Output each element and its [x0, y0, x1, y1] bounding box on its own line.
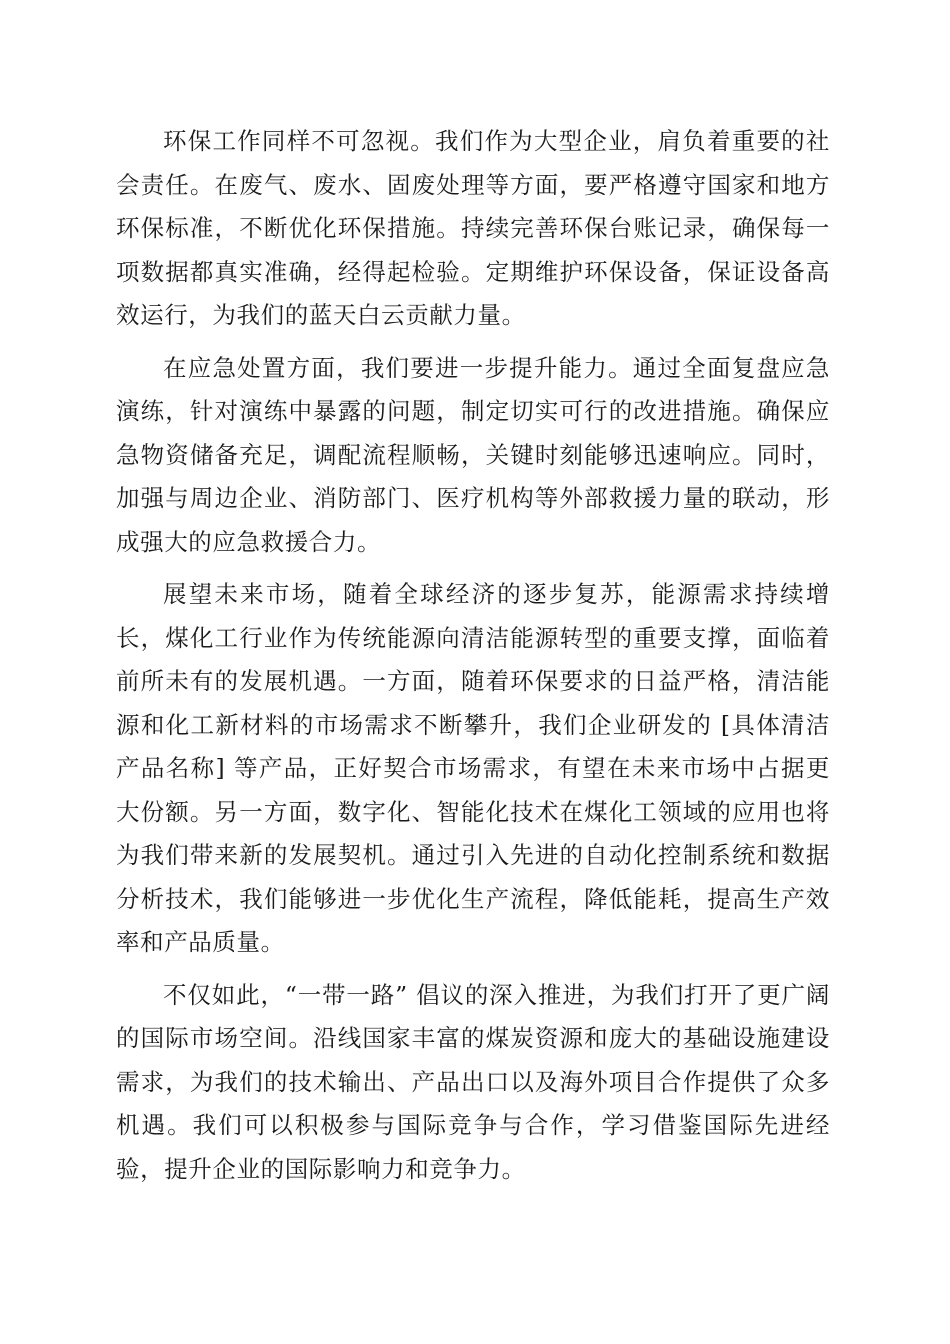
paragraph-belt-and-road: 不仅如此，“一带一路” 倡议的深入推进，为我们打开了更广阔的国际市场空间。沿线国家丰富的煤炭资源和庞大的基础设施建设需求，为我们的技术输出、产品出口以及海外项目合作提供了众多机遇。我们可以积极参与国际竞争与合作，学习借鉴国际先进经验，提升企业的国际影响力和竞争力。	[116, 980, 830, 1183]
paragraph-market-outlook: 展望未来市场，随着全球经济的逐步复苏，能源需求持续增长，煤化工行业作为传统能源向清洁能源转型的重要支撑，面临着前所未有的发展机遇。一方面，随着环保要求的日益严格，清洁能源和化工新材料的市场需求不断攀升，我们企业研发的 [具体清洁产品名称] 等产品，正好契合市场需求，有望在未来市场中占据更大份额。另一方面，数字化、智能化技术在煤化工领域的应用也将为我们带来新的发展契机。通过引入先进的自动化控制系统和数据分析技术，我们能够进一步优化生产流程，降低能耗，提高生产效率和产品质量。	[116, 580, 830, 956]
document-body	[116, 120, 830, 1200]
paragraph-environmental-protection: 环保工作同样不可忽视。我们作为大型企业，肩负着重要的社会责任。在废气、废水、固废处理等方面，要严格遵守国家和地方环保标准，不断优化环保措施。持续完善环保台账记录，确保每一项数据都真实准确，经得起检验。定期维护环保设备，保证设备高效运行，为我们的蓝天白云贡献力量。	[116, 127, 830, 329]
paragraph-emergency-response: 在应急处置方面，我们要进一步提升能力。通过全面复盘应急演练，针对演练中暴露的问题，制定切实可行的改进措施。确保应急物资储备充足，调配流程顺畅，关键时刻能够迅速响应。同时，加强与周边企业、消防部门、医疗机构等外部救援力量的联动，形成强大的应急救援合力。	[116, 353, 830, 556]
